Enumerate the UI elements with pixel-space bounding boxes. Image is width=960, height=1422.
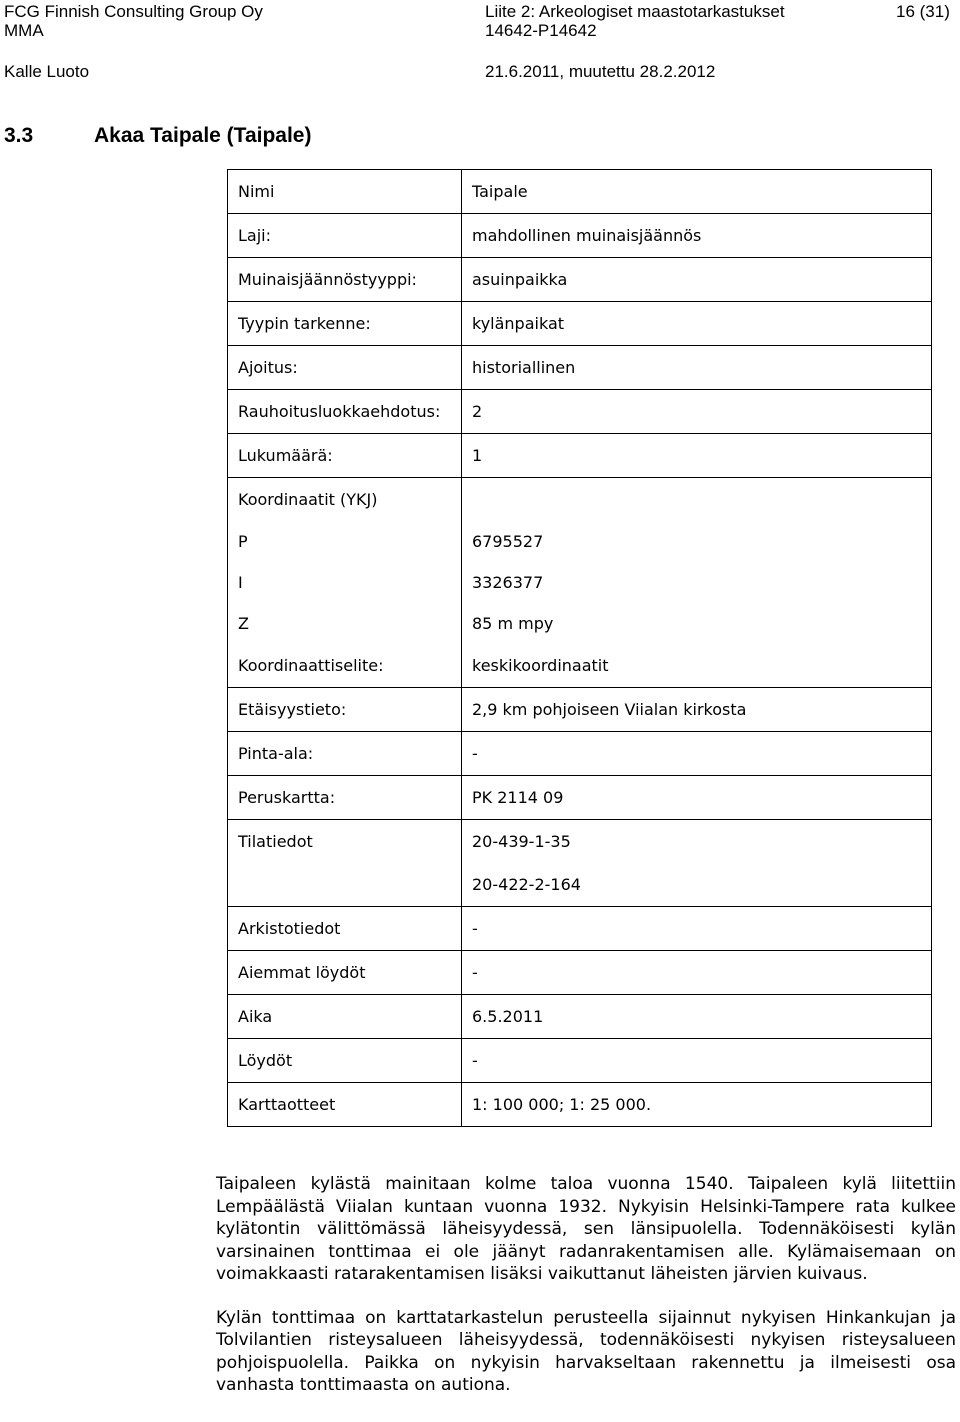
field-value: Taipale bbox=[462, 170, 932, 214]
coordinate-p-label: P bbox=[238, 532, 248, 551]
property-blank bbox=[228, 863, 461, 906]
field-value: kylänpaikat bbox=[462, 302, 932, 346]
field-label: Tyypin tarkenne: bbox=[228, 302, 462, 346]
field-value: asuinpaikka bbox=[462, 258, 932, 302]
header-company: FCG Finnish Consulting Group Oy bbox=[4, 2, 263, 21]
table-row bbox=[228, 776, 932, 820]
field-label: Peruskartta: bbox=[228, 776, 462, 820]
section-title: Akaa Taipale (Taipale) bbox=[94, 124, 312, 147]
table-row bbox=[228, 346, 932, 390]
property-values bbox=[462, 820, 932, 907]
coordinate-z-label: Z bbox=[238, 614, 249, 633]
section-heading bbox=[4, 124, 311, 148]
coordinate-note-label: Koordinaattiselite: bbox=[238, 656, 384, 675]
table-row bbox=[228, 214, 932, 258]
field-label: Pinta-ala: bbox=[228, 732, 462, 776]
header-doc-id: 14642-P14642 bbox=[485, 21, 597, 40]
field-label: Ajoitus: bbox=[228, 346, 462, 390]
field-label: Rauhoitusluokkaehdotus: bbox=[228, 390, 462, 434]
coordinate-z-value: 85 m mpy bbox=[472, 614, 554, 633]
site-info-table bbox=[227, 169, 932, 1127]
table-row bbox=[228, 1039, 932, 1083]
coordinate-i-value: 3326377 bbox=[472, 573, 544, 592]
header-page-number: 16 (31) bbox=[896, 2, 950, 21]
field-value: historiallinen bbox=[462, 346, 932, 390]
field-value: - bbox=[462, 732, 932, 776]
field-value: mahdollinen muinaisjäännös bbox=[462, 214, 932, 258]
coordinates-heading: Koordinaatit (YKJ) bbox=[238, 490, 378, 509]
field-label: Etäisyystieto: bbox=[228, 688, 462, 732]
field-label: Lukumäärä: bbox=[228, 434, 462, 478]
table-row bbox=[228, 390, 932, 434]
table-row bbox=[228, 995, 932, 1039]
table-row-property bbox=[228, 820, 932, 907]
coordinates-values bbox=[462, 478, 932, 688]
paragraph: Taipaleen kylästä mainitaan kolme taloa vuonna 1540. Taipaleen kylä liitettiin Lempäälästä Viialan kuntaan vuonna 1932. Nykyisin Helsinki-Tampere rata kulkee kylätontin välittömässä läheisyydessä, sen länsipuolella. Todennäköisesti kylän varsinainen tonttimaa ei ole jäänyt radanrakentamisen alle. Kylämaisemaan on voimakkaasti ratarakentamisen lisäksi vaikuttanut läheisten järvien kuivaus. bbox=[216, 1174, 956, 1284]
coordinate-note-value: keskikoordinaatit bbox=[472, 656, 609, 675]
field-label: Karttaotteet bbox=[228, 1083, 462, 1127]
header-department: MMA bbox=[4, 21, 44, 40]
field-value: 1: 100 000; 1: 25 000. bbox=[462, 1083, 932, 1127]
table-row bbox=[228, 1083, 932, 1127]
header-author: Kalle Luoto bbox=[4, 62, 90, 81]
field-label: Löydöt bbox=[228, 1039, 462, 1083]
table-row bbox=[228, 258, 932, 302]
field-label: Arkistotiedot bbox=[228, 907, 462, 951]
table-row bbox=[228, 907, 932, 951]
coordinates-labels bbox=[228, 478, 462, 688]
field-label: Muinaisjäännöstyyppi: bbox=[228, 258, 462, 302]
table-row bbox=[228, 170, 932, 214]
field-value: 2 bbox=[462, 390, 932, 434]
coordinate-p-value: 6795527 bbox=[472, 532, 544, 551]
table-row bbox=[228, 688, 932, 732]
field-value: 6.5.2011 bbox=[462, 995, 932, 1039]
property-labels bbox=[228, 820, 462, 907]
field-value: - bbox=[462, 907, 932, 951]
field-value: 2,9 km pohjoiseen Viialan kirkosta bbox=[462, 688, 932, 732]
field-label: Aika bbox=[228, 995, 462, 1039]
property-value-2: 20-422-2-164 bbox=[472, 875, 581, 894]
header-date: 21.6.2011, muutettu 28.2.2012 bbox=[485, 62, 716, 81]
field-label: Nimi bbox=[228, 170, 462, 214]
table-row bbox=[228, 302, 932, 346]
field-value: 1 bbox=[462, 434, 932, 478]
field-value: - bbox=[462, 951, 932, 995]
paragraph: Kylän tonttimaa on karttatarkastelun perusteella sijainnut nykyisen Hinkankujan ja Tolvilantien risteysalueen läheisyydessä, todennäköisesti nykyisen risteysalueen pohjoispuolella. Paikka on nykyisin harvakseltaan rakennettu ja ilmeisesti osa vanhasta tonttimaasta on autiona. bbox=[216, 1307, 956, 1395]
section-number: 3.3 bbox=[4, 124, 34, 147]
field-value: PK 2114 09 bbox=[462, 776, 932, 820]
field-label: Aiemmat löydöt bbox=[228, 951, 462, 995]
field-label: Laji: bbox=[228, 214, 462, 258]
coordinates-heading-blank bbox=[462, 478, 931, 521]
coordinate-i-label: I bbox=[238, 573, 243, 592]
table-row bbox=[228, 951, 932, 995]
header-attachment: Liite 2: Arkeologiset maastotarkastukset bbox=[485, 2, 785, 21]
table-row bbox=[228, 732, 932, 776]
description-text bbox=[216, 1173, 956, 1418]
property-value-1: 20-439-1-35 bbox=[472, 832, 571, 851]
table-row-coordinates bbox=[228, 478, 932, 688]
field-value: - bbox=[462, 1039, 932, 1083]
field-label: Tilatiedot bbox=[238, 832, 313, 851]
table-row bbox=[228, 434, 932, 478]
